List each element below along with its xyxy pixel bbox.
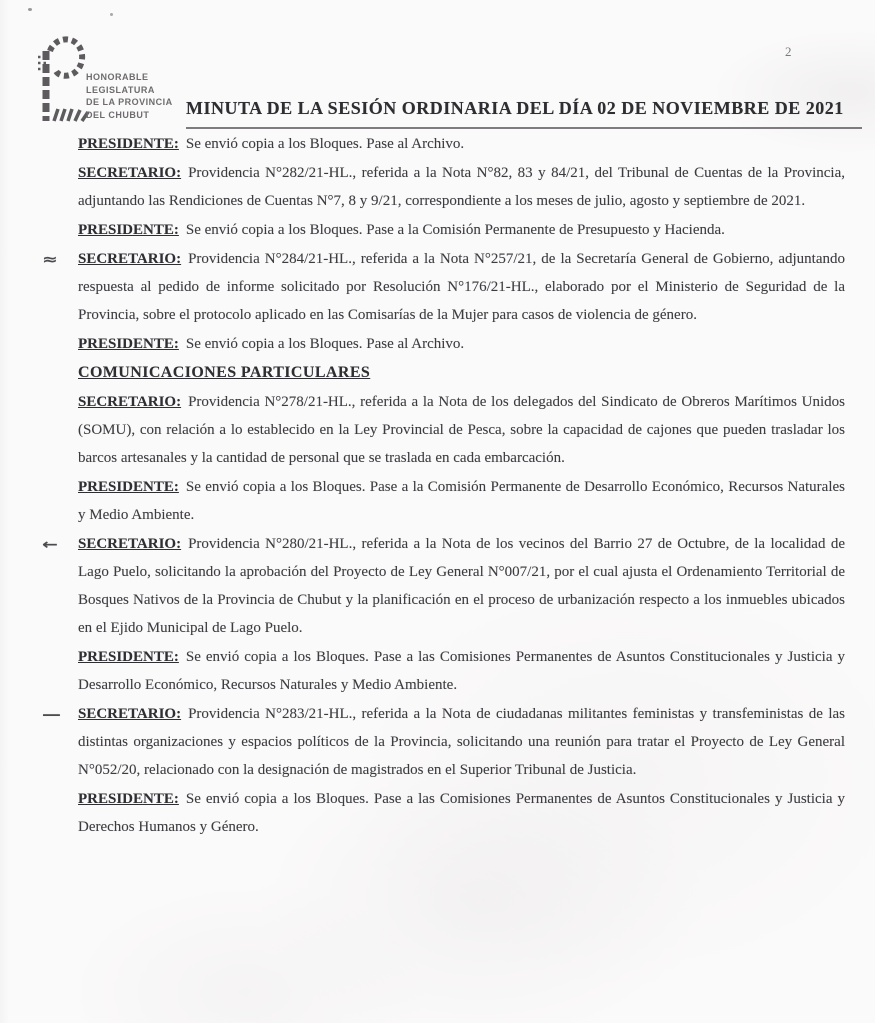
legislature-logo-icon	[24, 33, 92, 125]
entry-text: Se envió copia a los Bloques. Pase a las Comisiones Permanentes de Asuntos Constitucionales y Justicia y Desarrollo Económico, Recursos Naturales y Medio Ambiente.	[78, 649, 845, 693]
speaker-label: PRESIDENTE:	[78, 336, 179, 352]
pen-squiggle-annotation-icon: ≈	[42, 252, 58, 268]
entry-text: Se envió copia a los Bloques. Pase a la Comisión Permanente de Presupuesto y Hacienda.	[185, 222, 725, 238]
speaker-label: PRESIDENTE:	[78, 222, 179, 238]
legislature-name-line: DEL CHUBUT	[86, 109, 150, 120]
speaker-label: PRESIDENTE:	[78, 479, 179, 495]
pen-dash-annotation-icon: —	[42, 707, 61, 723]
entry-text: Providencia N°282/21-HL., referida a la Nota N°82, 83 y 84/21, del Tribunal de Cuentas de la Provincia, adjuntando las Rendiciones de Cuentas N°7, 8 y 9/21, correspondiente a los meses de julio, agosto y septiembre de 2021.	[78, 165, 845, 209]
document-title: MINUTA DE LA SESIÓN ORDINARIA DEL DÍA 02 DE NOVIEMBRE DE 2021	[186, 98, 844, 118]
speaker-label: SECRETARIO:	[78, 165, 182, 181]
minute-entry	[78, 785, 845, 841]
entry-text: Providencia N°283/21-HL., referida a la Nota de ciudadanas militantes feministas y transfeministas de las distintas organizaciones y espacios políticos de la Provincia, solicitando una reunión para tratar el Proyecto de Ley General N°052/20, relacionado con la designación de magistrados en el Superior Tribunal de Justicia.	[78, 706, 845, 778]
minute-entry	[78, 388, 845, 472]
entry-text: Providencia N°278/21-HL., referida a la Nota de los delegados del Sindicato de Obreros Marítimos Unidos (SOMU), con relación a lo establecido en la Ley Provincial de Pesca, sobre la capacidad de cajones que pueden trasladar los barcos artesanales y la cantidad de personal que se traslada en cada embarcación.	[78, 394, 845, 466]
legislature-name	[86, 71, 173, 121]
entry-text: Providencia N°280/21-HL., referida a la Nota de los vecinos del Barrio 27 de Octubre, de la localidad de Lago Puelo, solicitando la aprobación del Proyecto de Ley General N°007/21, por el cual ajusta el Ordenamiento Territorial de Bosques Nativos de la Provincia de Chubut y la planificación en el proceso de urbanización respecto a los inmuebles ubicados en el Ejido Municipal de Lago Puelo.	[78, 536, 845, 636]
entry-text: Se envió copia a los Bloques. Pase a la Comisión Permanente de Desarrollo Económico, Recursos Naturales y Medio Ambiente.	[78, 479, 845, 523]
entry-text: Se envió copia a los Bloques. Pase al Archivo.	[185, 136, 465, 152]
entry-text: Se envió copia a los Bloques. Pase al Archivo.	[185, 336, 465, 352]
scan-artifact-dot	[28, 8, 32, 11]
scan-artifact-dot	[110, 13, 113, 16]
page-number: 2	[785, 44, 792, 59]
pen-arrow-annotation-icon: ←	[42, 537, 58, 553]
entry-text: Se envió copia a los Bloques. Pase a las Comisiones Permanentes de Asuntos Constitucionales y Justicia y Derechos Humanos y Género.	[78, 791, 845, 835]
speaker-label: SECRETARIO:	[78, 706, 182, 722]
speaker-label: PRESIDENTE:	[78, 649, 179, 665]
minute-entry	[78, 130, 845, 158]
minute-entry	[78, 330, 845, 358]
minute-entry	[42, 245, 845, 329]
minute-entry	[42, 530, 845, 642]
minute-entry	[78, 159, 845, 215]
section-heading: COMUNICACIONES PARTICULARES	[78, 364, 371, 381]
legislature-name-line: LEGISLATURA	[86, 84, 155, 95]
entry-text: Providencia N°284/21-HL., referida a la Nota N°257/21, de la Secretaría General de Gobierno, adjuntando respuesta al pedido de informe solicitado por Resolución N°176/21-HL., elaborado por el Ministerio de Seguridad de la Provincia, sobre el protocolo aplicado en las Comisarías de la Mujer para casos de violencia de género.	[78, 251, 845, 323]
speaker-label: PRESIDENTE:	[78, 136, 179, 152]
minute-entry	[78, 473, 845, 529]
minute-entry	[78, 643, 845, 699]
speaker-label: SECRETARIO:	[78, 536, 182, 552]
minute-entry	[78, 216, 845, 244]
speaker-label: SECRETARIO:	[78, 394, 182, 410]
legislature-name-line: DE LA PROVINCIA	[86, 97, 173, 107]
minutes-body	[42, 130, 845, 842]
speaker-label: SECRETARIO:	[78, 251, 182, 267]
speaker-label: PRESIDENTE:	[78, 791, 179, 807]
legislature-logo	[24, 33, 194, 125]
legislature-name-line: HONORABLE	[86, 72, 149, 82]
minute-entry	[42, 700, 845, 784]
title-underline-rule	[186, 127, 862, 129]
